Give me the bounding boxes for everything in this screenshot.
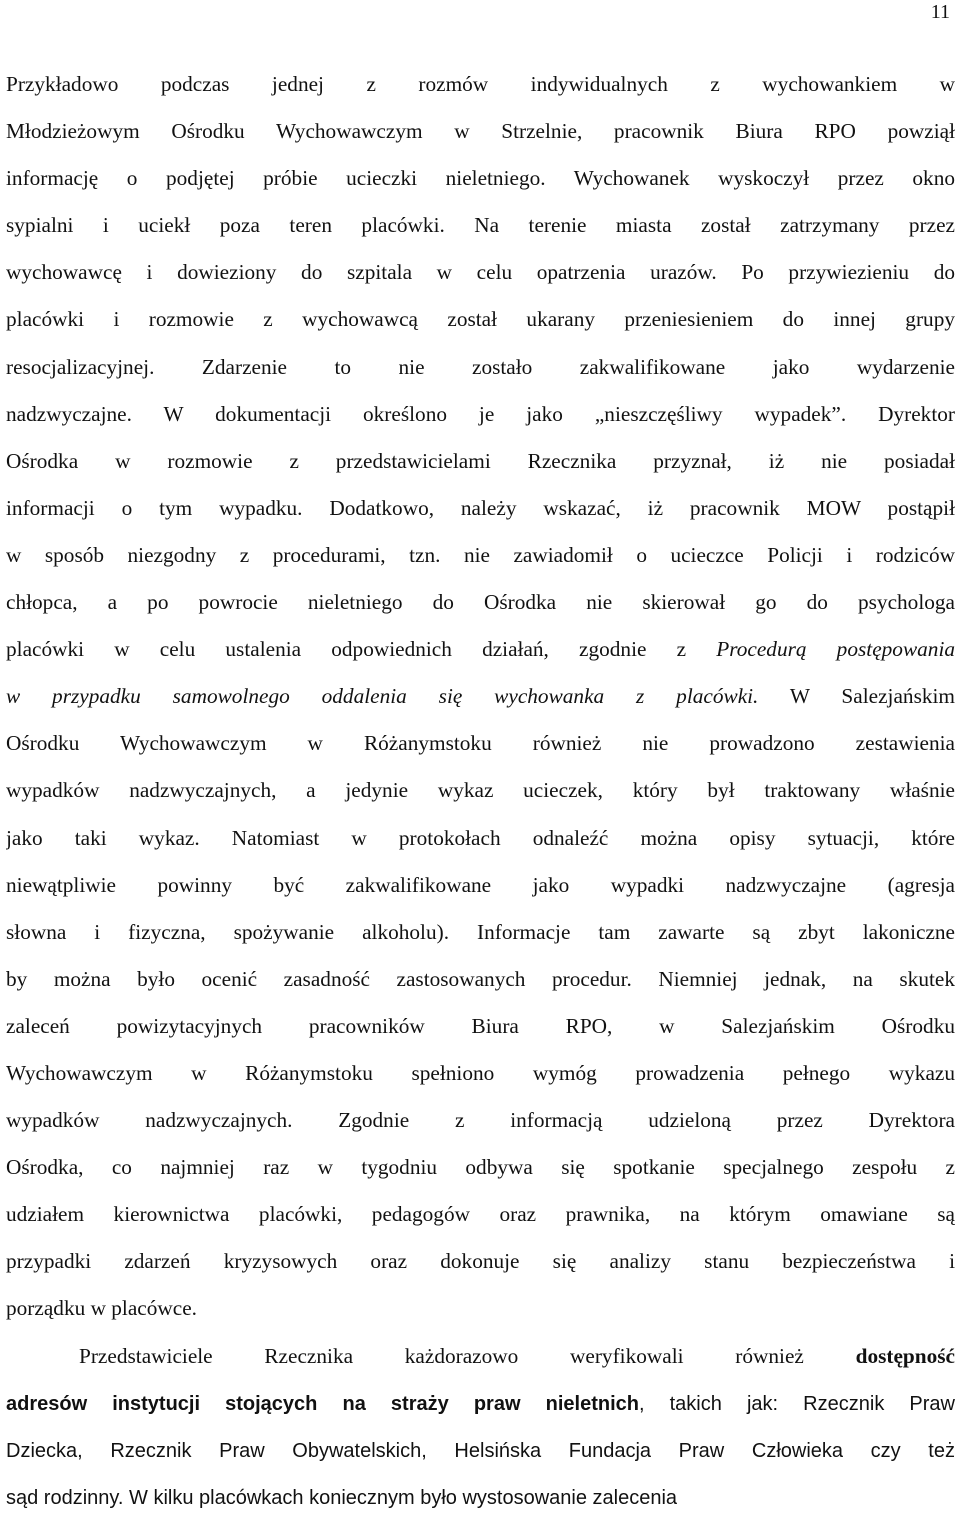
text-segment: informacji o tym wypadku. Dodatkowo, należy wskazać, iż pracownik MOW postąpił: [6, 495, 955, 520]
text-segment: porządku w placówce.: [6, 1296, 197, 1321]
text-segment: Dziecka, Rzecznik Praw Obywatelskich, Helsińska Fundacja Praw Człowieka czy też: [6, 1439, 955, 1462]
text-line: [6, 108, 955, 155]
page-number: 11: [930, 1, 950, 23]
text-line: [6, 1285, 955, 1332]
text-line: [6, 1144, 955, 1191]
text-line: [6, 626, 955, 673]
text-segment: jako taki wykaz. Natomiast w protokołach odnaleźć można opisy sytuacji, które: [6, 825, 955, 850]
text-segment: sypialni i uciekł poza teren placówki. Na terenie miasta został zatrzymany przez: [6, 213, 955, 238]
text-line: [6, 1097, 955, 1144]
text-line: [6, 296, 955, 343]
text-line: [6, 1238, 955, 1285]
text-segment: wychowawcę i dowieziony do szpitala w celu opatrzenia urazów. Po przywiezieniu do: [6, 260, 955, 285]
text-line: [6, 815, 955, 862]
text-line: [6, 1380, 955, 1427]
text-line: [6, 673, 955, 720]
text-line: [6, 249, 955, 296]
text-segment: sąd rodzinny. W kilku placówkach koniecznym było wystosowanie zalecenia: [6, 1486, 678, 1509]
text-line: [6, 1427, 955, 1474]
text-segment: udziałem kierownictwa placówki, pedagogów oraz prawnika, na którym omawiane są: [6, 1202, 955, 1227]
text-segment: , takich jak: Rzecznik Praw: [638, 1392, 955, 1415]
text-line: [6, 1333, 955, 1380]
text-line: [6, 1474, 955, 1521]
text-line: [6, 579, 955, 626]
text-segment: wypadków nadzwyczajnych. Zgodnie z informacją udzieloną przez Dyrektora: [6, 1108, 955, 1133]
text-line: [6, 1050, 955, 1097]
text-segment: Przykładowo podczas jednej z rozmów indywidualnych z wychowankiem w: [6, 72, 955, 96]
text-segment: Ośrodka w rozmowie z przedstawicielami Rzecznika przyznał, iż nie posiadał: [6, 448, 955, 473]
text-line: [6, 767, 955, 814]
text-segment: przypadki zdarzeń kryzysowych oraz dokonuje się analizy stanu bezpieczeństwa i: [6, 1249, 955, 1274]
text-line: [6, 202, 955, 249]
text-segment: placówki i rozmowie z wychowawcą został ukarany przeniesieniem do innej grupy: [6, 307, 955, 332]
text-line: [6, 862, 955, 909]
text-line: [6, 720, 955, 767]
text-segment: wypadków nadzwyczajnych, a jedynie wykaz ucieczek, który był traktowany właśnie: [6, 778, 955, 803]
text-line: [6, 956, 955, 1003]
text-segment: niewątpliwie powinny być zakwalifikowane jako wypadki nadzwyczajne (agresja: [6, 872, 955, 897]
text-line: [6, 61, 955, 108]
text-line: [6, 344, 955, 391]
text-line: [6, 485, 955, 532]
italic-text: Procedurą postępowania: [716, 637, 955, 662]
text-line: [6, 438, 955, 485]
text-line: [6, 532, 955, 579]
text-segment: resocjalizacyjnej. Zdarzenie to nie zostało zakwalifikowane jako wydarzenie: [6, 354, 955, 379]
text-segment: nadzwyczajne. W dokumentacji określono je jako „nieszczęśliwy wypadek”. Dyrektor: [6, 401, 955, 426]
text-segment: Przedstawiciele Rzecznika każdorazowo weryfikowali również: [79, 1343, 856, 1368]
text-segment: w sposób niezgodny z procedurami, tzn. nie zawiadomił o ucieczce Policji i rodziców: [6, 542, 955, 567]
text-segment: Wychowawczym w Różanymstoku spełniono wymóg prowadzenia pełnego wykazu: [6, 1060, 955, 1085]
text-line: [6, 1003, 955, 1050]
text-segment: Ośrodka, co najmniej raz w tygodniu odbywa się spotkanie specjalnego zespołu z: [6, 1155, 955, 1180]
text-segment: W Salezjańskim: [758, 684, 955, 709]
text-segment: chłopca, a po powrocie nieletniego do Ośrodka nie skierował go do psychologa: [6, 590, 955, 615]
text-segment: zaleceń powizytacyjnych pracowników Biura RPO, w Salezjańskim Ośrodku: [6, 1013, 955, 1038]
body-text: [6, 61, 955, 1521]
text-segment: słowna i fizyczna, spożywanie alkoholu). Informacje tam zawarte są zbyt lakoniczne: [6, 919, 955, 944]
text-segment: Ośrodku Wychowawczym w Różanymstoku również nie prowadzono zestawienia: [6, 731, 955, 756]
text-segment: placówki w celu ustalenia odpowiednich działań, zgodnie z: [6, 637, 717, 662]
text-line: [6, 909, 955, 956]
text-segment: by można było ocenić zasadność zastosowanych procedur. Niemniej jednak, na skutek: [6, 966, 955, 991]
bold-text: adresów instytucji stojących na straży praw nieletnich: [6, 1392, 639, 1415]
text-segment: informację o podjętej próbie ucieczki nieletniego. Wychowanek wyskoczył przez okno: [6, 166, 955, 191]
italic-text: w przypadku samowolnego oddalenia się wychowanka z placówki.: [6, 684, 759, 709]
text-line: [6, 1191, 955, 1238]
text-segment: Młodzieżowym Ośrodku Wychowawczym w Strzelnie, pracownik Biura RPO powziął: [6, 119, 955, 144]
bold-text: dostępność: [855, 1343, 955, 1368]
text-line: [6, 155, 955, 202]
text-line: [6, 391, 955, 438]
